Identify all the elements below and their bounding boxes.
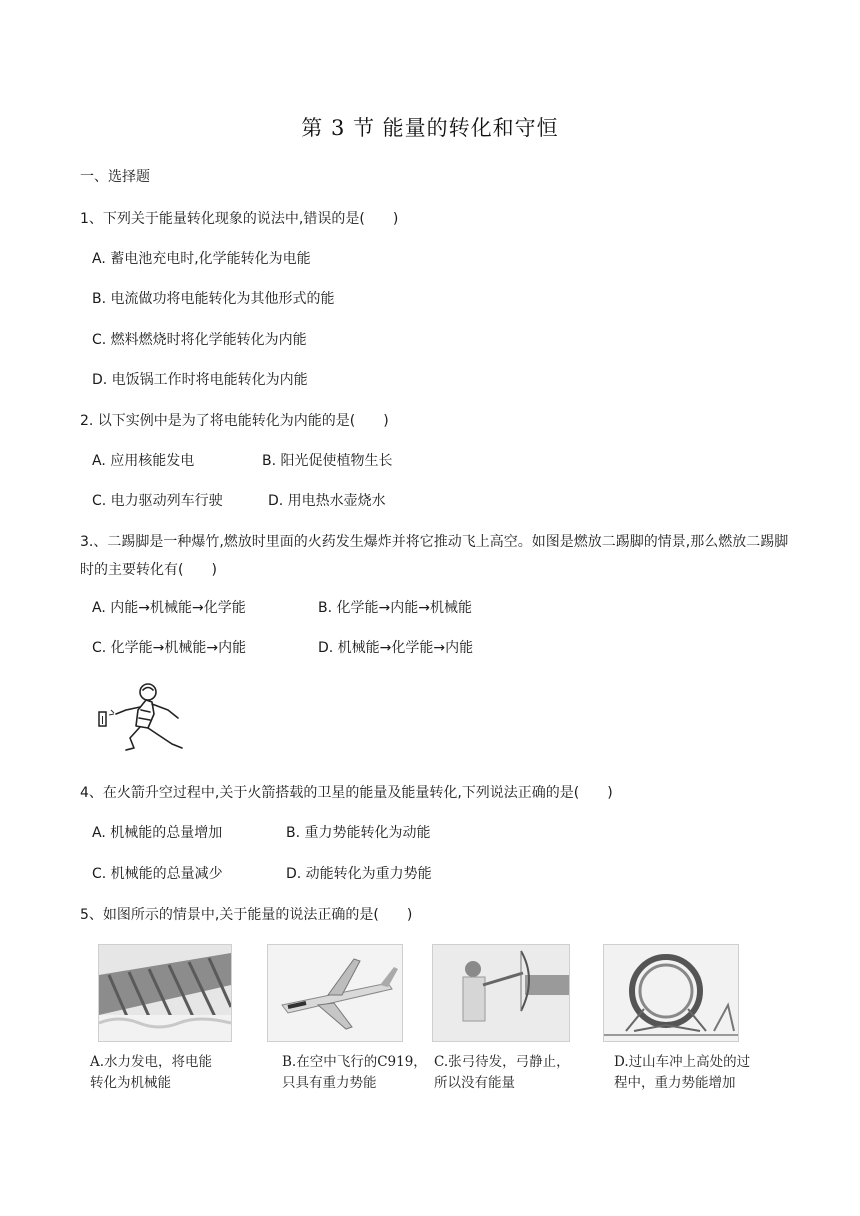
photo-c919-plane xyxy=(267,944,403,1042)
question-4-option-c: C. 机械能的总量减少 xyxy=(92,866,223,882)
question-4-option-a: A. 机械能的总量增加 xyxy=(92,825,223,841)
question-4-stem: 4、在火箭升空过程中,关于火箭搭载的卫星的能量及能量转化,下列说法正确的是( ) xyxy=(80,785,613,801)
caption-d-line-2: 程中，重力势能增加 xyxy=(614,1075,736,1091)
question-4-option-d: D. 动能转化为重力势能 xyxy=(286,866,432,882)
question-2-option-c: C. 电力驱动列车行驶 xyxy=(92,493,223,509)
caption-a-line-2: 转化为机械能 xyxy=(90,1075,171,1091)
question-3-option-a: A. 内能→机械能→化学能 xyxy=(92,600,246,616)
question-3-stem: 3.、二踢脚是一种爆竹,燃放时里面的火药发生爆炸并将它推动飞上高空。如图是燃放二踢脚的情景,那么燃放二踢脚时的主要转化有( ) xyxy=(80,534,789,578)
firecracker-illustration xyxy=(96,680,206,754)
caption-c-line-1: C.张弓待发，弓静止， xyxy=(434,1054,570,1070)
question-4-option-b: B. 重力势能转化为动能 xyxy=(286,825,431,841)
question-1-stem: 1、下列关于能量转化现象的说法中,错误的是( ) xyxy=(80,211,399,227)
question-3-option-c: C. 化学能→机械能→内能 xyxy=(92,640,247,656)
question-2-option-b: B. 阳光促使植物生长 xyxy=(262,453,393,469)
caption-b-line-1: B.在空中飞行的C919， xyxy=(282,1054,427,1070)
question-1-option-a: A. 蓄电池充电时,化学能转化为电能 xyxy=(92,251,311,267)
caption-c xyxy=(434,1052,570,1094)
caption-a-line-1: A.水力发电，将电能 xyxy=(90,1054,213,1070)
question-3-option-d: D. 机械能→化学能→内能 xyxy=(318,640,474,656)
question-1-option-b: B. 电流做功将电能转化为其他形式的能 xyxy=(92,291,335,307)
question-5-stem: 5、如图所示的情景中,关于能量的说法正确的是( ) xyxy=(80,907,413,923)
question-2-option-d: D. 用电热水壶烧水 xyxy=(268,493,386,509)
caption-a xyxy=(90,1052,212,1094)
question-1-option-d: D. 电饭锅工作时将电能转化为内能 xyxy=(92,372,308,388)
caption-d-line-1: D.过山车冲上高处的过 xyxy=(614,1054,751,1070)
question-2-option-a: A. 应用核能发电 xyxy=(92,453,195,469)
question-3-option-b: B. 化学能→内能→机械能 xyxy=(318,600,472,616)
question-1-option-c: C. 燃料燃烧时将化学能转化为内能 xyxy=(92,332,307,348)
caption-d xyxy=(614,1052,750,1094)
page-title: 第 3 节 能量的转化和守恒 xyxy=(301,116,559,140)
section-heading: 一、选择题 xyxy=(80,169,150,185)
photo-hydropower-dam xyxy=(98,944,232,1042)
photo-archer xyxy=(432,944,570,1042)
caption-b-line-2: 只具有重力势能 xyxy=(282,1075,377,1091)
caption-c-line-2: 所以没有能量 xyxy=(434,1075,515,1091)
photo-roller-coaster xyxy=(603,944,739,1042)
caption-b xyxy=(282,1052,427,1094)
question-2-stem: 2. 以下实例中是为了将电能转化为内能的是( ) xyxy=(80,413,389,429)
